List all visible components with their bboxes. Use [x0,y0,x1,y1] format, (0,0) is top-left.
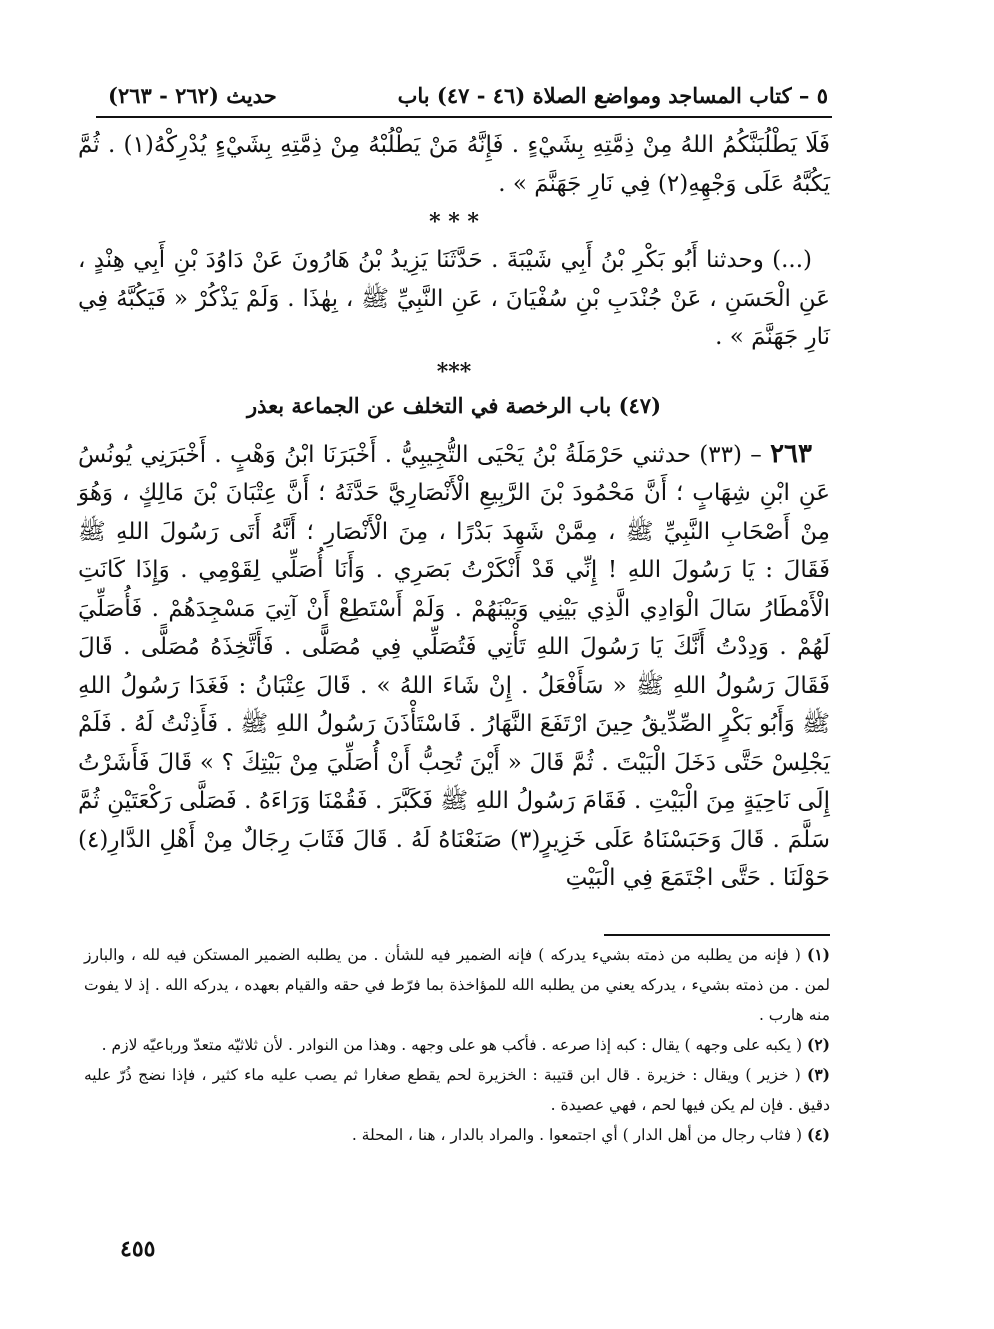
section-separator: * * * [429,209,479,235]
hadith-variant-paragraph: (...) وحدثنا أَبُو بَكْرِ بْنُ أَبِي شَيْبَةَ . حَدَّثَنَا يَزِيدُ بْنُ هَارُونَ عَنْ دَاوُدَ بْنِ أَبِي هِنْدٍ ، عَنِ الْحَسَنِ ، عَنْ جُنْدَبِ بْنِ سُفْيَانَ ، عَنِ النَّبِيِّ ﷺ ، بِهٰذَا . وَلَمْ يَذْكُرْ « فَيَكُبَّهُ فِي نَارِ جَهَنَّمَ » . [78,247,830,350]
footnote-text: ( فثاب رجال من أهل الدار ) أي اجتمعوا . والمراد بالدار ، هنا ، المحلة . [351,1126,803,1144]
footnote-mark: (٢) [806,1035,830,1054]
running-header [108,78,828,112]
footnote-1 [84,940,830,1030]
footnote-mark: (١) [806,945,830,964]
header-divider [96,116,832,118]
header-chapter-info: ٥ – كتاب المساجد ومواضع الصلاة (٤٦ - ٤٧) باب [397,82,828,108]
footnote-4 [84,1120,830,1150]
footnote-3 [84,1060,830,1120]
page-number: ٤٥٥ [120,1236,156,1262]
hadith-paragraph [78,435,830,898]
footnote-text: ( يكبه على وجهه ) يقال : كبه إذا صرعه . فأكب هو على وجهه . وهذا من النوادر . لأن ثلاثيّه متعدّ ورباعيّه لازم . [101,1036,803,1054]
hadith-text: – (٣٣) حدثني حَرْمَلَةُ بْنُ يَحْيَى التُّجِيبِيُّ . أَخْبَرَنَا ابْنُ وَهْبٍ . أَخْبَرَنِي يُونُسُ عَنِ ابْنِ شِهَابٍ ؛ أَنَّ مَحْمُودَ بْنَ الرَّبِيعِ الْأَنْصَارِيَّ حَدَّثَهُ ؛ أَنَّ عِتْبَانَ بْنَ مَالِكٍ ، وَهُوَ مِنْ أَصْحَابِ النَّبِيِّ ﷺ ، مِمَّنْ شَهِدَ بَدْرًا ، مِنَ الْأَنْصَارِ ؛ أَنَّهُ أَتَى رَسُولَ اللهِ ﷺ فَقَالَ : يَا رَسُولَ اللهِ ! إِنِّي قَدْ أَنْكَرْتُ بَصَرِي . وَأَنَا أُصَلِّي لِقَوْمِي . وَإِذَا كَانَتِ الْأَمْطَارُ سَالَ الْوَادِي الَّذِي بَيْنِي وَبَيْنَهُمْ . وَلَمْ أَسْتَطِعْ أَنْ آتِيَ مَسْجِدَهُمْ . فَأُصَلِّيَ لَهُمْ . وَدِدْتُ أَنَّكَ يَا رَسُولَ اللهِ تَأْتِي فَتُصَلِّي فِي مُصَلًّى . فَأَتَّخِذَهُ مُصَلًّى . قَالَ فَقَالَ رَسُولُ اللهِ ﷺ « سَأَفْعَلُ . إِنْ شَاءَ اللهُ » . قَالَ عِتْبَانُ : فَغَدَا رَسُولُ اللهِ ﷺ وَأَبُو بَكْرٍ الصِّدِّيقُ حِينَ ارْتَفَعَ النَّهَارُ . فَاسْتَأْذَنَ رَسُولُ اللهِ ﷺ . فَأَذِنْتُ لَهُ . فَلَمْ يَجْلِسْ حَتَّى دَخَلَ الْبَيْتَ . ثُمَّ قَالَ « أَيْنَ تُحِبُّ أَنْ أُصَلِّيَ مِنْ بَيْتِكَ ؟ » قَالَ فَأَشَرْتُ إِلَى نَاحِيَةٍ مِنَ الْبَيْتِ . فَقَامَ رَسُولُ اللهِ ﷺ فَكَبَّرَ . فَقُمْنَا وَرَاءَهُ . فَصَلَّى رَكْعَتَيْنِ ثُمَّ سَلَّمَ . قَالَ وَحَبَسْنَاهُ عَلَى خَزِيرٍ(٣) صَنَعْنَاهُ لَهُ . قَالَ فَثَابَ رِجَالٌ مِنْ أَهْلِ الدَّارِ(٤) حَوْلَنَا . حَتَّى اجْتَمَعَ فِي الْبَيْتِ [78,441,830,891]
main-text [78,126,830,898]
footnote-mark: (٣) [806,1065,830,1084]
header-hadith-range: (٢٦٢ - ٢٦٣) حديث [108,82,277,108]
footnote-mark: (٤) [806,1125,830,1144]
footnote-text: ( خزير ) ويقال : خزيرة . قال ابن قتيبة : الخزيرة لحم يقطع صغارا ثم يصب عليه ماء كثير ، فإذا نضج ذُرّ عليه دقيق . فإن لم يكن فيها لحم ، فهي عصيدة . [84,1066,830,1114]
hadith-continuation: فَلَا يَطْلُبَنَّكُمُ اللهُ مِنْ ذِمَّتِهِ بِشَيْءٍ . فَإِنَّهُ مَنْ يَطْلُبْهُ مِنْ ذِمَّتِهِ بِشَيْءٍ يُدْرِكْهُ(١) . ثُمَّ يَكُبَّهُ عَلَى وَجْهِهِ(٢) فِي نَارِ جَهَنَّمَ » . [78,132,831,197]
hadith-number: ٢٦٣ [770,438,812,469]
footnotes [84,940,830,1150]
footnote-2 [84,1030,830,1060]
chapter-title: (٤٧) باب الرخصة في التخلف عن الجماعة بعذر [246,392,662,418]
section-separator-2: *** [436,358,472,385]
footnote-divider [604,934,830,936]
footnote-text: ( فإنه من يطلبه من ذمته بشيء يدركه ) فإنه الضمير فيه للشأن . من يطلبه الضمير المستكن فيه لله ، والبارز لمن . من ذمته بشيء ، يدركه يعني من يطلبه الله للمؤاخذة بما فرّط في حقه والقيام بعهده ، يدركه الله . إذ لا يفوت منه هارب . [84,946,830,1024]
